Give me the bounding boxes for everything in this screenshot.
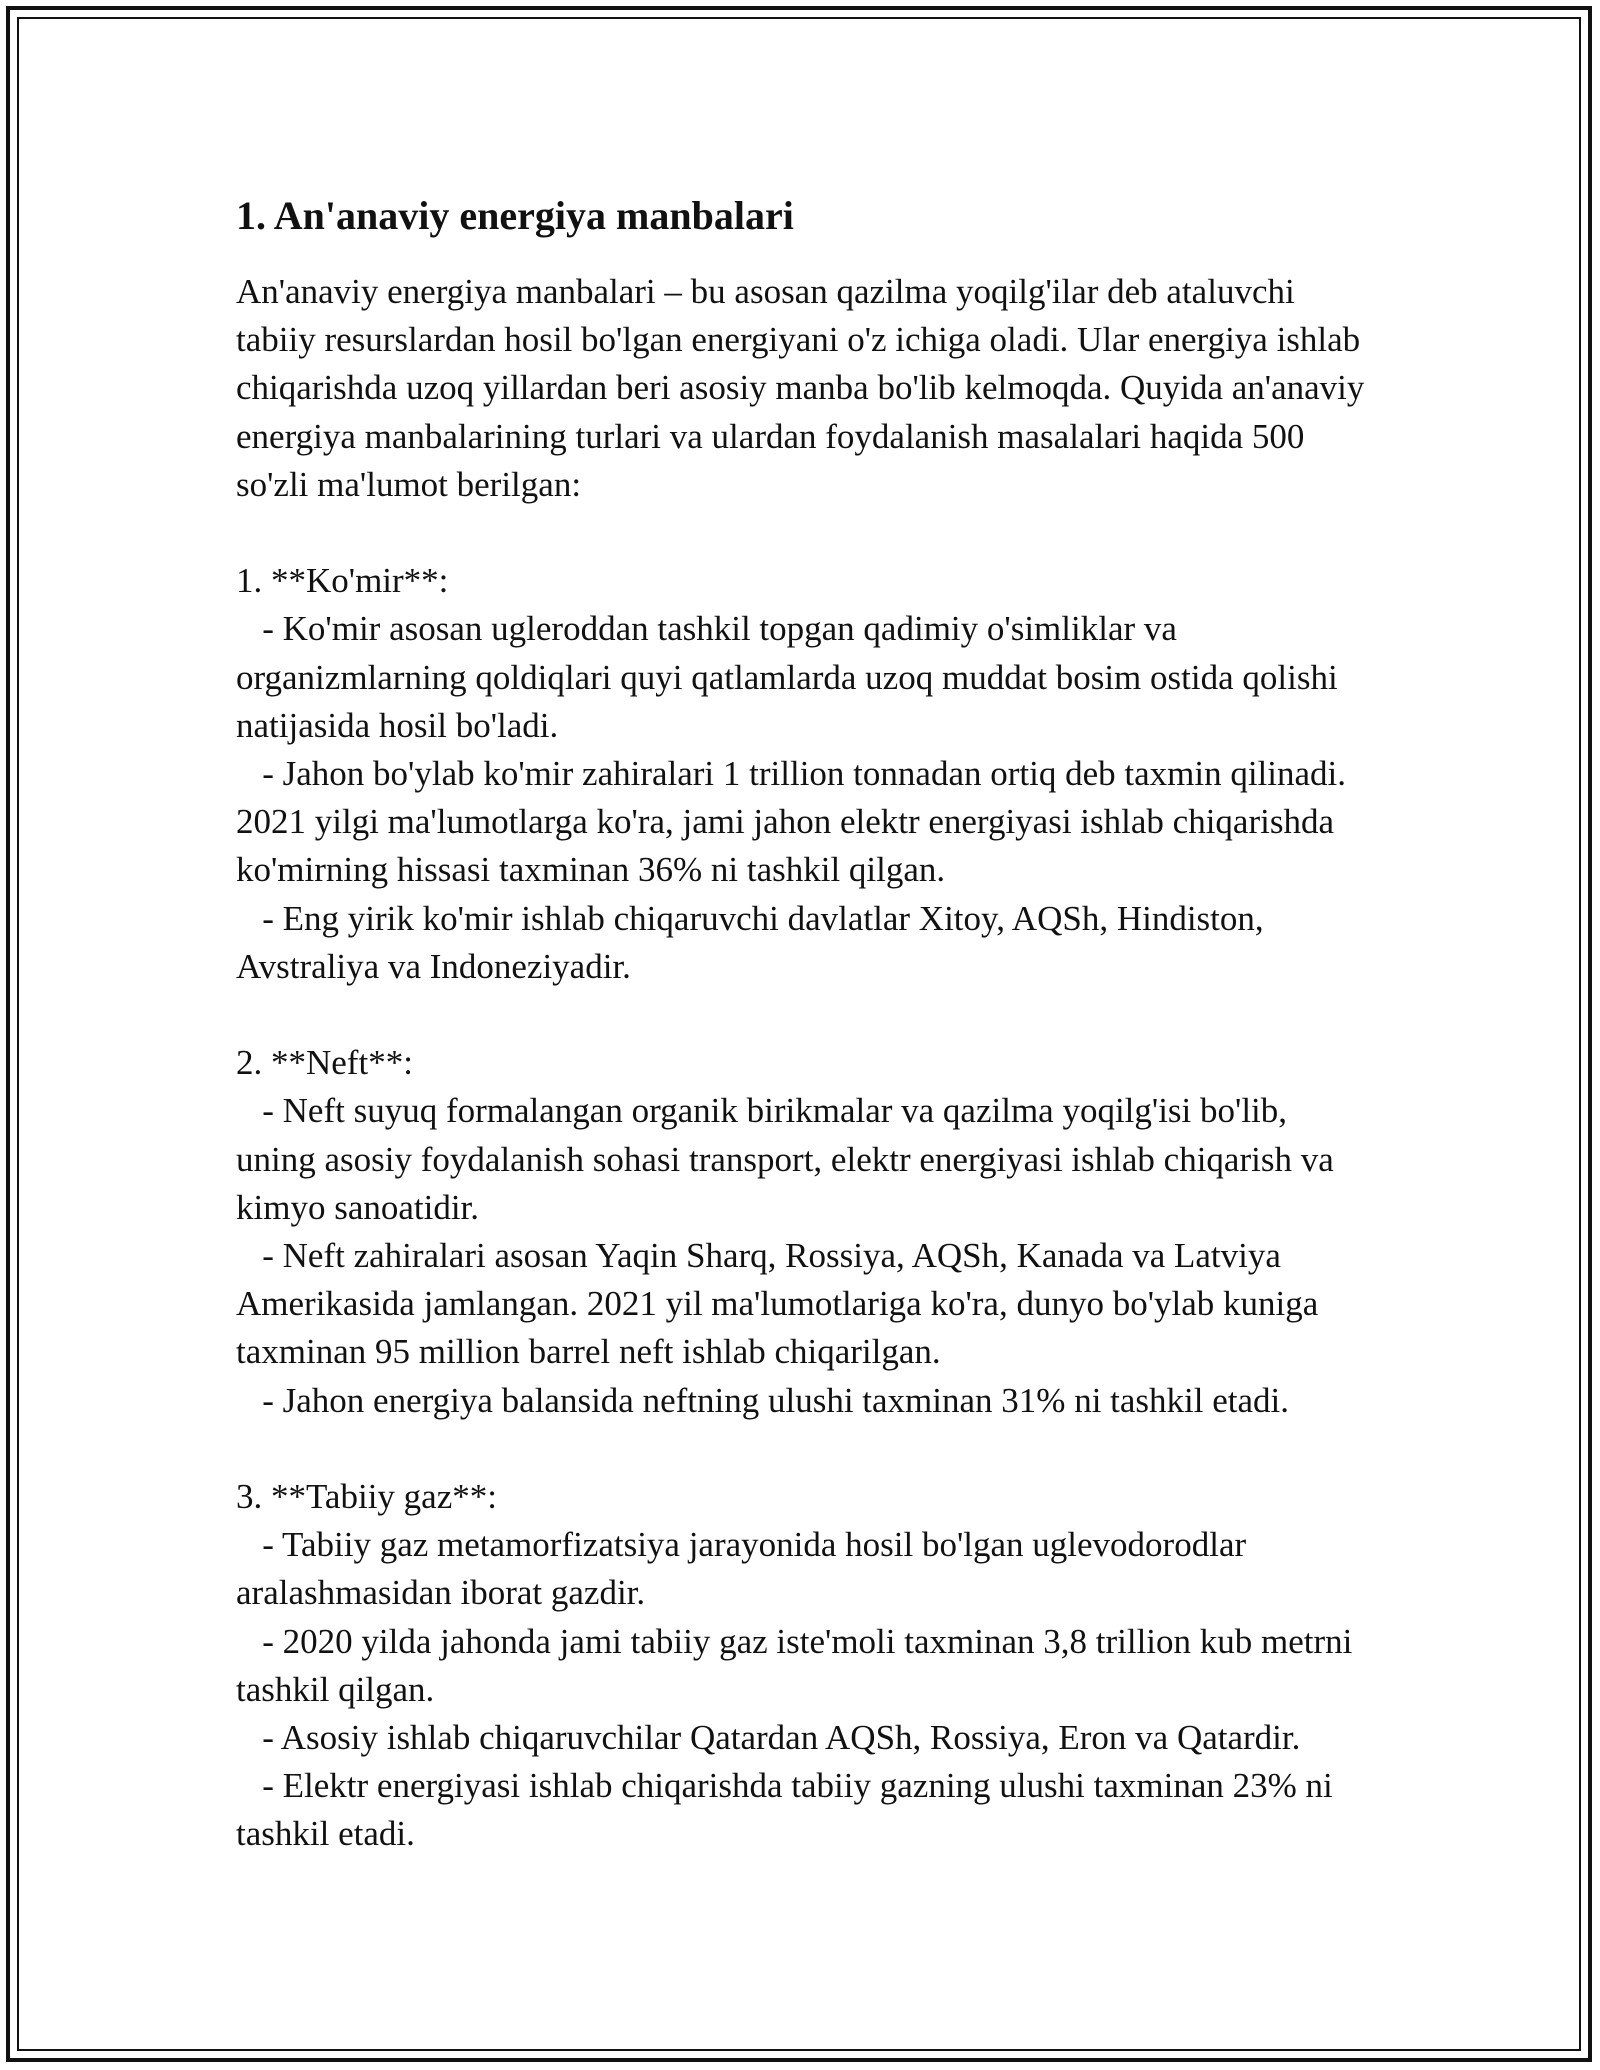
bullet-item: - Eng yirik ko'mir ishlab chiqaruvchi davlatlar Xitoy, AQSh, Hindiston, Avstraliya va Indoneziyadir. [236, 898, 1271, 986]
document-heading: 1. An'anaviy energiya manbalari [236, 193, 794, 238]
bullet-item: - Neft zahiralari asosan Yaqin Sharq, Rossiya, AQSh, Kanada va Latviya Amerikasida jamlangan. 2021 yil ma'lumotlariga ko'ra, dunyo bo'ylab kuniga taxminan 95 million barrel neft ishlab chiqarilgan. [236, 1236, 1328, 1372]
section-neft [236, 1039, 1366, 1425]
intro-paragraph: An'anaviy energiya manbalari – bu asosan qazilma yoqilg'ilar deb ataluvchi tabiiy resurslardan hosil bo'lgan energiyani o'z ichiga oladi. Ular energiya ishlab chiqarishda uzoq yillardan beri asosiy manba bo'lib kelmoqda. Quyida an'anaviy energiya manbalarining turlari va ulardan foydalanish masalalari haqida 500 so'zli ma'lumot berilgan: [236, 272, 1365, 504]
bullet-item: - Tabiiy gaz metamorfizatsiya jarayonida hosil bo'lgan uglevodorodlar aralashmasidan iborat gazdir. [236, 1525, 1255, 1613]
document-body [236, 190, 1366, 1859]
section-komir [236, 557, 1366, 991]
bullet-item: - Jahon energiya balansida neftning ulushi taxminan 31% ni tashkil etadi. [236, 1380, 1290, 1420]
section-title: 3. **Tabiiy gaz**: [236, 1477, 497, 1517]
section-tabiiy-gaz [236, 1473, 1366, 1859]
bullet-item: - Asosiy ishlab chiqaruvchilar Qatardan AQSh, Rossiya, Eron va Qatardir. [236, 1718, 1301, 1758]
bullet-item: - Jahon bo'ylab ko'mir zahiralari 1 trillion tonnadan ortiq deb taxmin qilinadi. 2021 yilgi ma'lumotlarga ko'ra, jami jahon elektr energiyasi ishlab chiqarishda ko'mirning hissasi taxminan 36% ni tashkil qilgan. [236, 754, 1355, 890]
section-title: 1. **Ko'mir**: [236, 561, 449, 601]
bullet-item: - Neft suyuq formalangan organik birikmalar va qazilma yoqilg'isi bo'lib, uning asosiy foydalanish sohasi transport, elektr energiyasi ishlab chiqarish va kimyo sanoatidir. [236, 1091, 1343, 1227]
bullet-item: - Elektr energiyasi ishlab chiqarishda tabiiy gazning ulushi taxminan 23% ni tashkil etadi. [236, 1766, 1342, 1854]
section-title: 2. **Neft**: [236, 1043, 413, 1083]
bullet-item: - Ko'mir asosan ugleroddan tashkil topgan qadimiy o'simliklar va organizmlarning qoldiqlari quyi qatlamlarda uzoq muddat bosim ostida qolishi natijasida hosil bo'ladi. [236, 609, 1347, 745]
bullet-item: - 2020 yilda jahonda jami tabiiy gaz iste'moli taxminan 3,8 trillion kub metrni tashkil qilgan. [236, 1621, 1362, 1709]
